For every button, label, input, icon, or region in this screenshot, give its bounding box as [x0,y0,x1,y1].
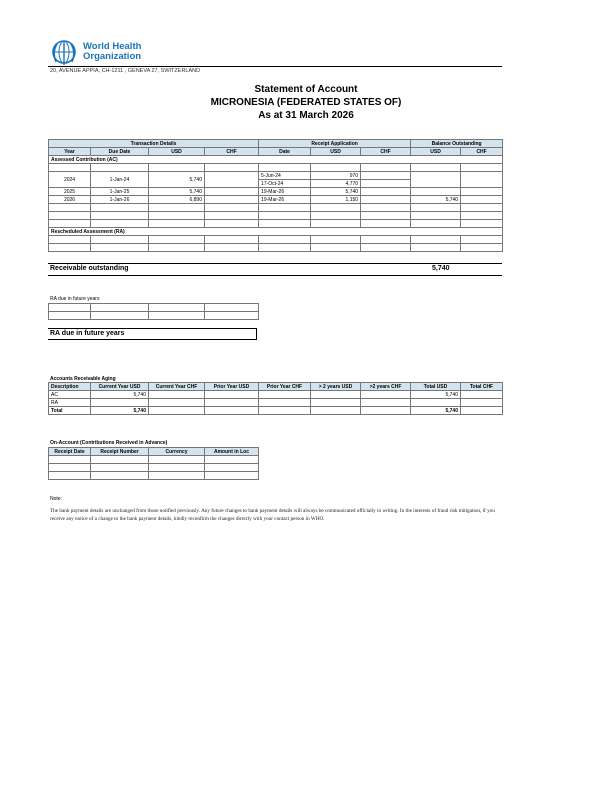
future-years-label: RA due in future years [50,296,100,302]
header-divider [48,66,502,67]
col-due-date: Due Date [91,148,149,156]
title-line-2: MICRONESIA (FEDERATED STATES OF) [210,97,402,108]
table-row [49,196,503,204]
table-row [49,188,503,196]
logo-line-2: Organization [83,50,142,62]
aging-desc: Total [49,407,91,415]
row-usd: 5,740 [149,172,205,188]
table-row [49,204,503,212]
aging-cy-usd [91,399,149,407]
on-account-header-row [49,448,259,456]
col-usd: USD [149,148,205,156]
aging-header-row [49,383,503,391]
group-header-receipt: Receipt Application [259,140,411,148]
table-row [49,244,503,252]
balance-usd [411,188,461,196]
col-over-2-years-chf: >2 years CHF [361,383,411,391]
aging-total-usd: 5,740 [411,407,461,415]
col-total-chf: Total CHF [461,383,503,391]
address: 20, AVENUE APPIA, CH-1211 , GENEVA 27, SWITZERLAND [50,68,201,74]
col-receipt-chf: CHF [361,148,411,156]
receipt-usd: 970 [311,172,361,180]
on-account-table [48,447,259,480]
col-prior-year-chf: Prior Year CHF [259,383,311,391]
future-years-table [48,303,259,320]
row-year: 2026 [49,196,91,204]
aging-desc: RA [49,399,91,407]
table-row [49,312,259,320]
future-years-total-label: RA due in future years [50,330,125,337]
col-receipt-number: Receipt Number [91,448,149,456]
col-description: Description [49,383,91,391]
col-balance-chf: CHF [461,148,503,156]
receipt-usd: 4,770 [311,180,361,188]
assessed-label: Assessed Contribution (AC) [49,156,503,164]
receivable-bottom-rule [48,275,502,276]
statement-title [150,83,462,122]
table-row [49,464,259,472]
receipt-date: 19-Mar-26 [259,196,311,204]
table-row [49,164,503,172]
table-row [49,212,503,220]
col-receipt-date: Receipt Date [49,448,91,456]
note-text: The bank payment details are unchanged from those notified previously. Any future changes to bank payment details will always be communicated officially in writing. In the interests of fraud risk mitigation, if you receive any notice of a change to the bank payment details, kindly reconfirm the changes directly with your contact person in WHO. [50,508,495,522]
col-year: Year [49,148,91,156]
col-over-2-years-usd: > 2 years USD [311,383,361,391]
table-row [49,236,503,244]
receivable-label: Receivable outstanding [50,265,129,272]
receipt-usd: 5,740 [311,188,361,196]
aging-cy-usd: 5,740 [91,391,149,399]
col-balance-usd: USD [411,148,461,156]
table-row [49,472,259,480]
aging-table [48,382,503,415]
row-usd: 5,740 [149,188,205,196]
col-total-usd: Total USD [411,383,461,391]
note-label: Note: [50,496,62,502]
row-due-date: 1-Jan-26 [91,196,149,204]
col-current-year-usd: Current Year USD [91,383,149,391]
title-line-1: Statement of Account [254,84,358,95]
table-row [49,391,503,399]
row-due-date: 1-Jan-25 [91,188,149,196]
aging-total-usd: 5,740 [411,391,461,399]
col-receipt-usd: USD [311,148,361,156]
receipt-date: 19-Mar-26 [259,188,311,196]
row-year: 2025 [49,188,91,196]
group-header-transaction: Transaction Details [49,140,259,148]
col-date: Date [259,148,311,156]
statement-table [48,139,503,252]
logo-line-1: World Health [83,41,142,52]
who-emblem-icon [48,38,80,68]
table-row [49,220,503,228]
table-row [49,399,503,407]
aging-title: Accounts Receivable Aging [50,376,116,382]
receivable-value: 5,740 [432,265,450,272]
table-row [49,456,259,464]
receipt-date: 5-Jun-24 [259,172,311,180]
row-due-date: 1-Jan-24 [91,172,149,188]
col-prior-year-usd: Prior Year USD [205,383,259,391]
receipt-date: 17-Oct-24 [259,180,311,188]
row-usd: 6,890 [149,196,205,204]
column-header-row [49,148,503,156]
col-chf: CHF [205,148,259,156]
group-header-balance: Balance Outstanding [411,140,503,148]
table-row [49,304,259,312]
future-years-total [48,328,257,340]
section-label-row [49,156,503,164]
table-row [49,172,503,180]
receivable-top-rule [48,263,502,264]
receipt-usd: 1,150 [311,196,361,204]
section-label-row [49,228,503,236]
col-currency: Currency [149,448,205,456]
group-header-row [49,140,503,148]
aging-desc: AC [49,391,91,399]
rescheduled-label: Rescheduled Assessment (RA) [49,228,503,236]
balance-usd: 5,740 [411,196,461,204]
aging-total-usd [411,399,461,407]
col-amount-in-loc: Amount in Loc [205,448,259,456]
row-year: 2024 [49,172,91,188]
aging-cy-usd: 5,740 [91,407,149,415]
who-wordmark [83,42,141,61]
balance-usd [411,172,461,188]
col-current-year-chf: Current Year CHF [149,383,205,391]
on-account-title: On-Account (Contributions Received in Advance) [50,440,168,446]
title-line-3: As at 31 March 2026 [258,110,354,121]
table-row [49,407,503,415]
